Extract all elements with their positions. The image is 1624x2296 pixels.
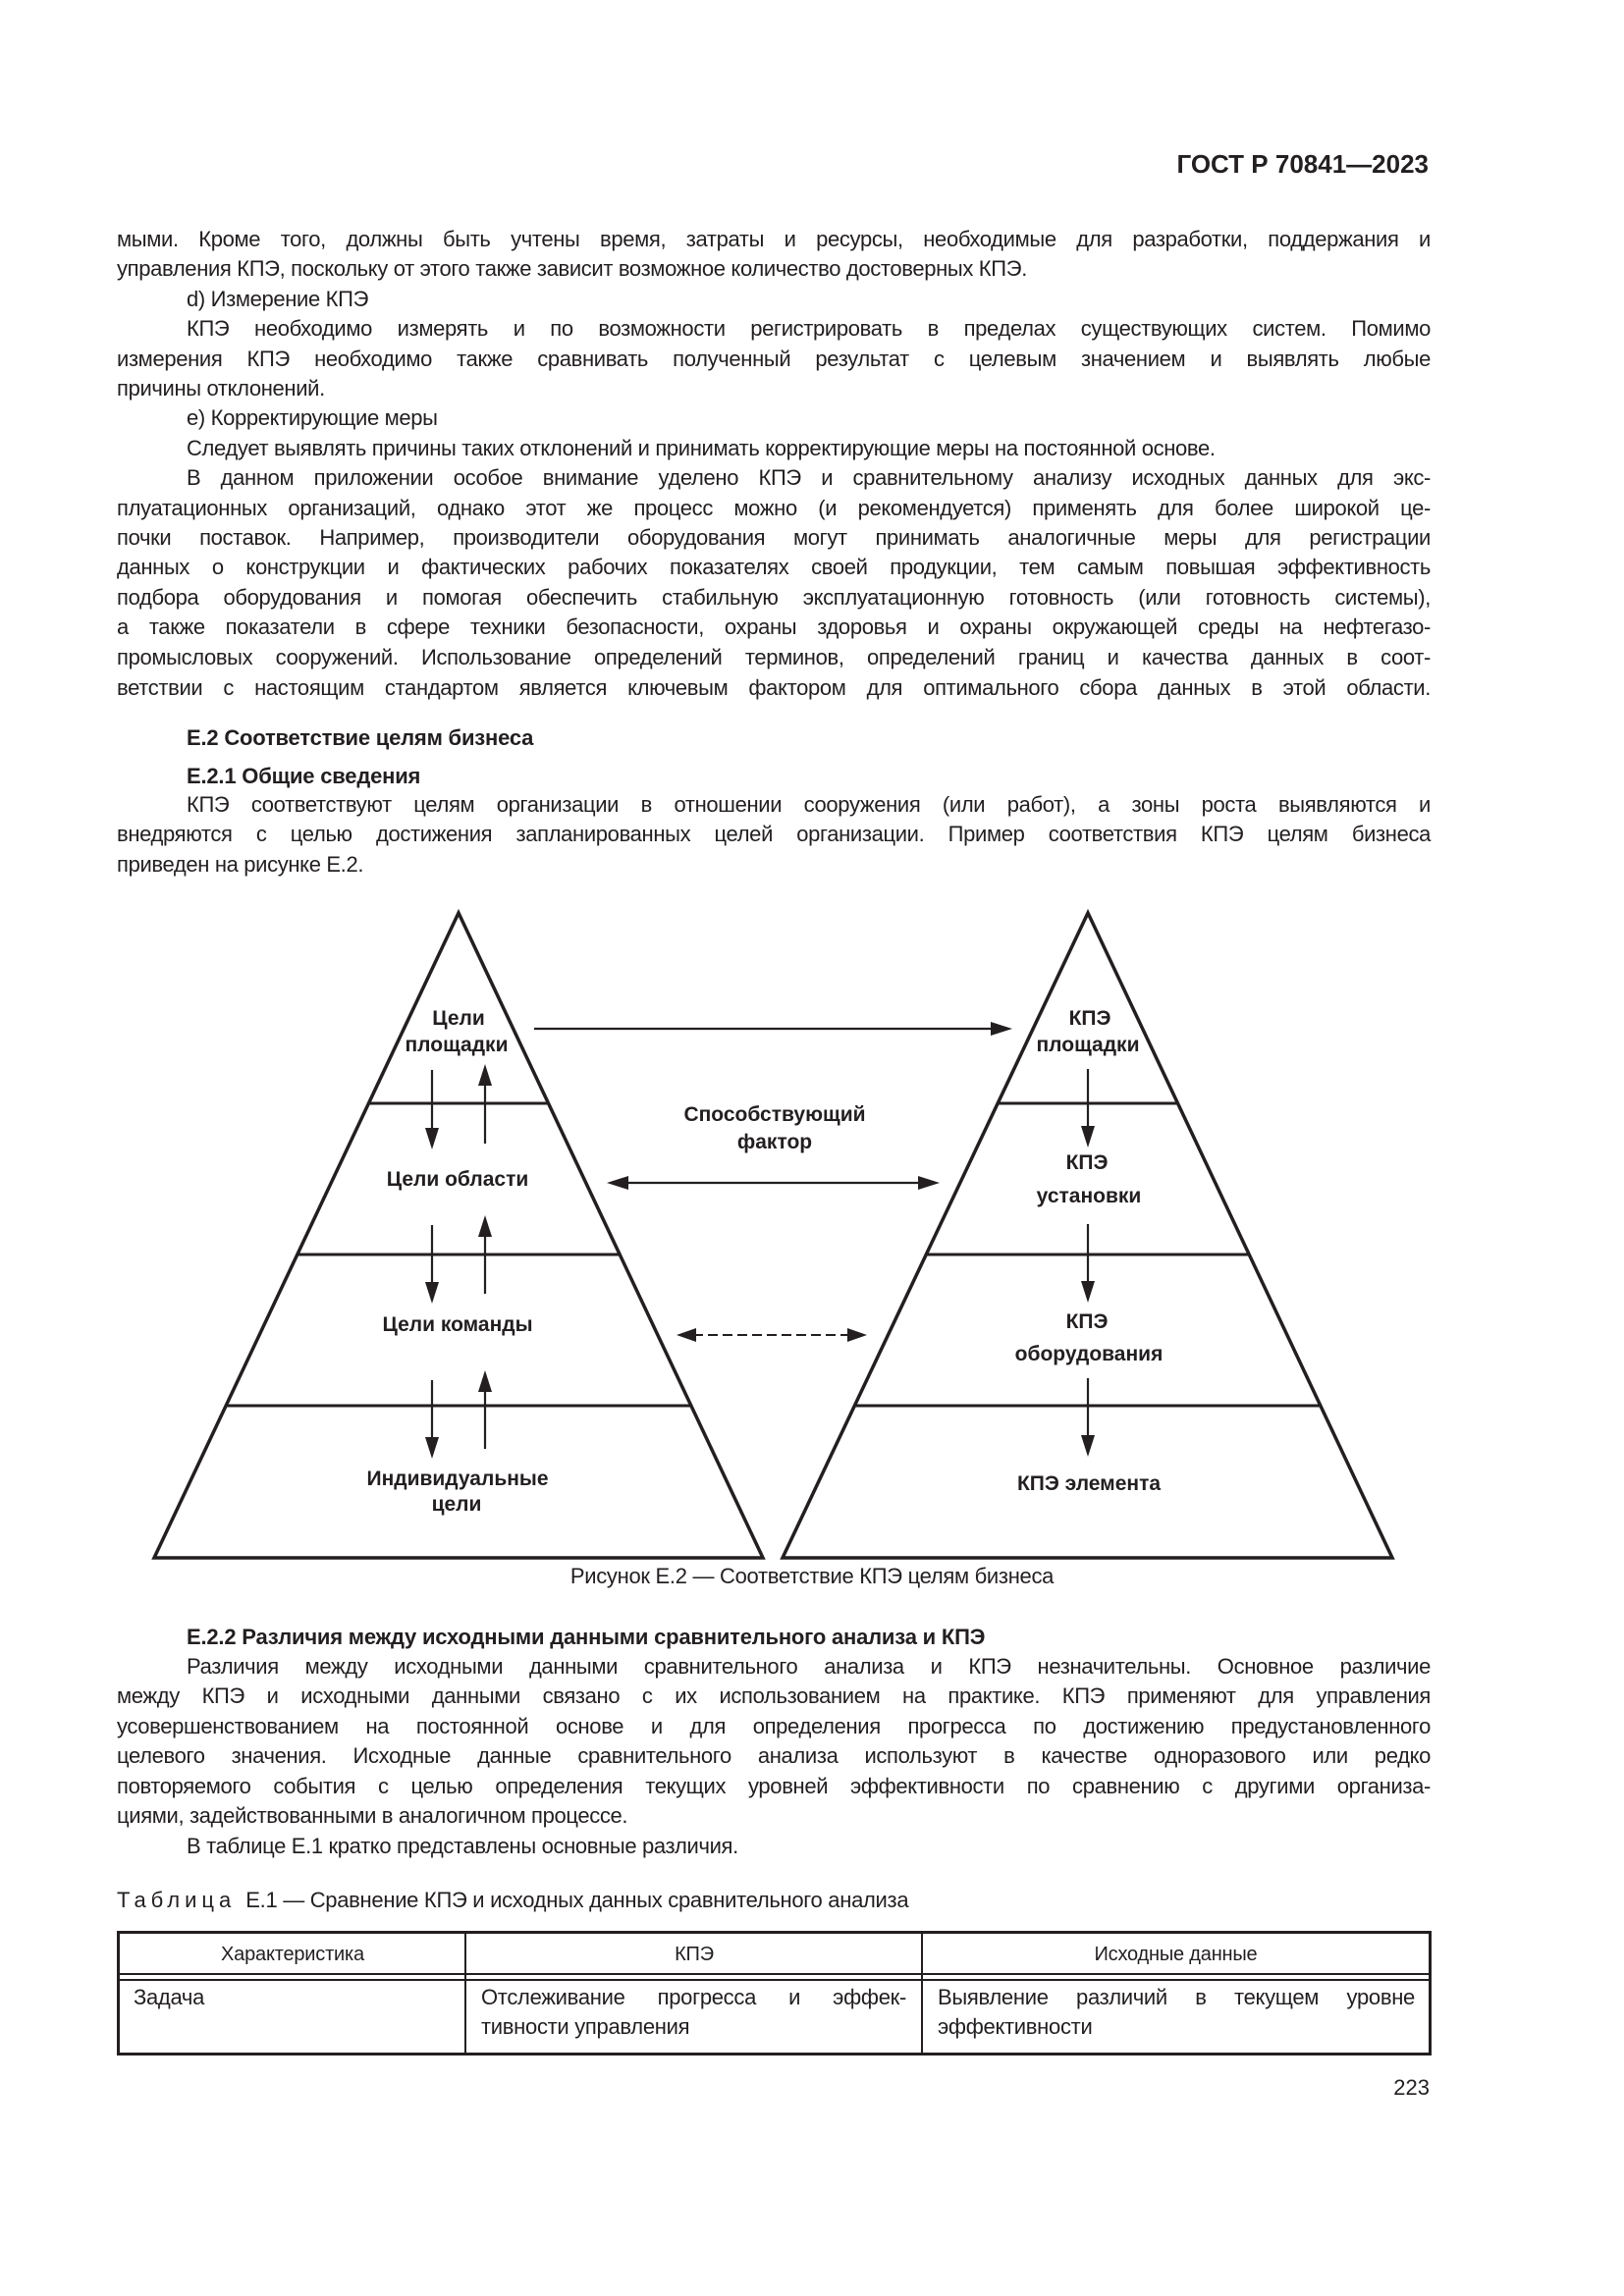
column-header-characteristic: Характеристика [221,1944,364,1965]
level-label: КПЭ [1065,1310,1109,1333]
arrow-up-icon [478,1370,492,1449]
arrow-down-icon [425,1380,439,1459]
left-pyramid-arrows [425,1064,492,1459]
right-pyramid-arrows [1081,1069,1095,1457]
arrow-down-icon [1081,1069,1095,1148]
cell-line: Задача [134,1985,205,2009]
dashed-double-arrow-icon [677,1328,867,1342]
arrow-down-icon [1081,1378,1095,1457]
table-cell [134,1983,454,2012]
level-label: установки [1036,1185,1142,1207]
level-label: КПЭ [1065,1151,1109,1174]
text-line: внедряются с целью достижения запланированных целей организации. Пример соответствия КПЭ целям бизнеса [117,822,1431,846]
text-line: приведен на рисунке Е.2. [117,852,364,877]
text-line: Следует выявлять причины таких отклонений и принимать корректирующие меры на постоянной основе. [187,436,1216,460]
text-line: ветствии с настоящим стандартом является ключевым фактором для оптимального сбора данных в этой области. [117,675,1431,700]
double-arrow-icon [607,1176,940,1190]
table-cell [938,1983,1415,2042]
cell-line: тивности управления [481,2014,690,2039]
level-label: Цели области [386,1168,529,1191]
table-caption-prefix: Таблица [117,1888,237,1912]
header-double-rule [120,1979,1429,1981]
text-line: плуатационных организаций, однако этот же процесс можно (и рекомендуется) применять для более широкой це- [117,496,1431,520]
document-id-header: ГОСТ Р 70841—2023 [1176,149,1429,179]
cell-line: эффективности [938,2014,1093,2039]
text-line: измерения КПЭ необходимо также сравнивать полученный результат с целевым значением и выявлять любые [117,347,1431,371]
figure-caption: Рисунок Е.2 — Соответствие КПЭ целям бизнеса [569,1564,1055,1588]
section-heading-e2-1: Е.2.1 Общие сведения [187,764,421,788]
comparison-table [117,1931,1432,2056]
cell-line: Выявление различий в текущем уровне [938,1985,1415,2009]
left-pyramid-labels [366,1007,548,1516]
text-line: данных о конструкции и фактических рабочих показателях своей продукции, тем самым повышая эффективность [117,555,1431,579]
figure-pyramid-diagram [0,883,1624,1571]
table-cell [481,1983,906,2042]
section-heading-e2-2: Е.2.2 Различия между исходными данными сравнительного анализа и КПЭ [187,1625,986,1649]
level-label: оборудования [1014,1343,1164,1365]
level-label: КПЭ элемента [1016,1472,1162,1495]
text-line: целевого значения. Исходные данные сравнительного анализа используют в качестве одноразового или редко [117,1743,1431,1768]
text-line: КПЭ соответствуют целям организации в отношении сооружения (или работ), а зоны роста выявляются и [187,792,1431,817]
text-line: В данном приложении особое внимание уделено КПЭ и сравнительному анализу исходных данных для экс- [187,465,1431,490]
text-line: мыми. Кроме того, должны быть учтены время, затраты и ресурсы, необходимые для разработки, поддержания и [117,227,1431,251]
arrow-down-icon [425,1070,439,1149]
column-header-kpi: КПЭ [675,1944,714,1965]
text-line: КПЭ необходимо измерять и по возможности регистрировать в пределах существующих систем. Помимо [187,316,1431,341]
text-line: почки поставок. Например, производители оборудования могут принимать аналогичные меры для регистрации [117,525,1431,550]
connector-arrows [534,1022,1012,1342]
page-number: 223 [1393,2075,1430,2100]
table-caption-title: Е.1 — Сравнение КПЭ и исходных данных сравнительного анализа [245,1888,909,1912]
level-label: цели [431,1493,482,1516]
table-caption [117,1886,908,1915]
label-line: Способствующий [683,1103,866,1126]
list-item-e: e) Корректирующие меры [187,405,438,430]
text-line: подбора оборудования и помогая обеспечить стабильную эксплуатационную готовность (или готовность системы), [117,585,1431,610]
arrow-right-icon [534,1022,1012,1036]
text-line: Различия между исходными данными сравнительного анализа и КПЭ незначительны. Основное различие [187,1654,1431,1679]
text-line: циями, задействованными в аналогичном процессе. [117,1803,628,1828]
level-label: Цели [432,1007,485,1030]
level-label: площадки [405,1034,509,1056]
text-line: между КПЭ и исходными данными связано с их использованием на практике. КПЭ применяют для управления [117,1683,1431,1708]
cell-line: Отслеживание прогресса и эффек- [481,1985,906,2009]
level-label: площадки [1036,1034,1140,1056]
text-line: повторяемого события с целью определения текущих уровней эффективности по сравнению с другими организа- [117,1774,1431,1798]
level-label: Цели команды [382,1313,533,1336]
arrow-down-icon [1081,1224,1095,1303]
level-label: КПЭ [1068,1007,1111,1030]
level-label: Индивидуальные [366,1468,549,1490]
label-line: фактор [736,1131,813,1153]
text-line: промысловых сооружений. Использование определений терминов, определений границ и качества данных в соот- [117,645,1431,669]
text-line: усовершенствованием на постоянной основе и для определения прогресса по достижению предустановленного [117,1714,1431,1738]
list-item-d: d) Измерение КПЭ [187,287,369,311]
section-heading-e2: Е.2 Соответствие целям бизнеса [187,725,534,750]
text-line: В таблице Е.1 кратко представлены основные различия. [187,1834,738,1858]
enabling-factor-label [683,1103,865,1153]
text-line: а также показатели в сфере техники безопасности, охраны здоровья и охраны окружающей среды на нефтегазо- [117,614,1431,639]
text-line: причины отклонений. [117,376,325,400]
column-header-baseline-data: Исходные данные [1094,1944,1258,1965]
arrow-down-icon [425,1225,439,1304]
text-line: управления КПЭ, поскольку от этого также зависит возможное количество достоверных КПЭ. [117,256,1027,281]
